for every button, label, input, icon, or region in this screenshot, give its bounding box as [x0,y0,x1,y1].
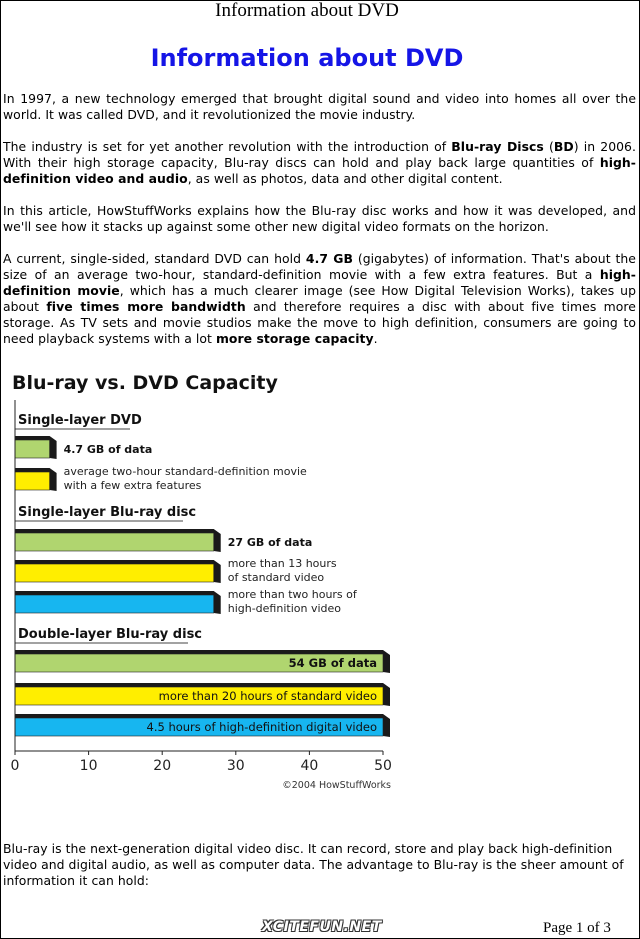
article-heading: Information about DVD [150,44,464,72]
bold-phrase: 4.7 GB [305,251,353,266]
capacity-bar [15,595,214,613]
x-tick-label: 50 [374,758,392,774]
bar-label: 4.7 GB of data [63,443,153,456]
bar-label: average two-hour standard-definition movie [63,465,307,478]
x-tick-label: 30 [226,758,245,774]
capacity-chart-svg [0,362,420,802]
closing-section [3,841,636,905]
page-number: Page 1 of 3 [543,920,611,936]
bar-label: 4.5 hours of high-definition digital video [146,720,377,734]
x-tick-label: 10 [79,758,98,774]
group-heading: Single-layer Blu-ray disc [18,505,197,520]
chart-credit: ©2004 HowStuffWorks [282,780,391,791]
bar-label: of standard video [227,571,325,584]
site-watermark: XCITEFUN.NET [262,919,382,935]
capacity-bar [15,472,50,490]
bar-label: 54 GB of data [288,656,377,670]
bar-label: more than 20 hours of standard video [158,689,377,703]
capacity-chart [0,362,420,802]
bold-phrase: high-definition movie [3,267,636,298]
bold-phrase: Blu-ray Discs [451,139,544,154]
bold-phrase: five times more bandwidth [46,299,246,314]
group-heading: Double-layer Blu-ray disc [18,627,203,642]
capacity-bar [15,440,50,458]
x-tick-label: 20 [153,758,172,774]
paragraph-4: A current, single-sided, standard DVD can hold 4.7 GB (gigabytes) of information. That's about the size of an average two-hour, standard-definition movie with a few extra features. But a high-definition movie, which has a much clearer image (see How Digital Television Works), takes up about five times more bandwidth and therefore requires a disc with about five times more storage. As TV sets and movie studios make the move to high definition, consumers are going to need playback systems with a lot more storage capacity. [3,251,637,346]
x-tick-label: 0 [10,758,20,774]
paragraph-5: Blu-ray is the next-generation digital video disc. It can record, store and play back high-definition video and digital audio, as well as computer data. The advantage to Blu-ray is the sheer amount of information it can hold: [3,841,624,888]
bar-label: 27 GB of data [227,536,313,549]
bar-label: more than 13 hours [227,557,337,570]
paragraph-2: The industry is set for yet another revolution with the introduction of Blu-ray Discs (BD) in 2006. With their high storage capacity, Blu-ray discs can hold and play back large quantities of high-definition video and audio, as well as photos, data and other digital content. [3,139,636,186]
article-body [3,91,636,363]
bar-label: with a few extra features [63,479,202,492]
paragraph-3: In this article, HowStuffWorks explains how the Blu-ray disc works and how it was developed, and we'll see how it stacks up against some other new digital video formats on the horizon. [3,203,636,234]
group-heading: Single-layer DVD [18,413,142,428]
paragraph-1: In 1997, a new technology emerged that brought digital sound and video into homes all over the world. It was called DVD, and it revolutionized the movie industry. [3,91,636,122]
x-tick-label: 40 [300,758,319,774]
bold-phrase: high-definition video and audio [3,155,636,186]
capacity-bar [15,533,214,551]
capacity-bar [15,564,214,582]
page-header-title: Information about DVD [215,0,399,21]
bar-label: high-definition video [227,602,342,615]
bold-phrase: BD [553,139,574,154]
bar-label: more than two hours of [227,588,357,601]
bold-phrase: more storage capacity [215,331,374,346]
chart-title: Blu-ray vs. DVD Capacity [12,372,278,394]
